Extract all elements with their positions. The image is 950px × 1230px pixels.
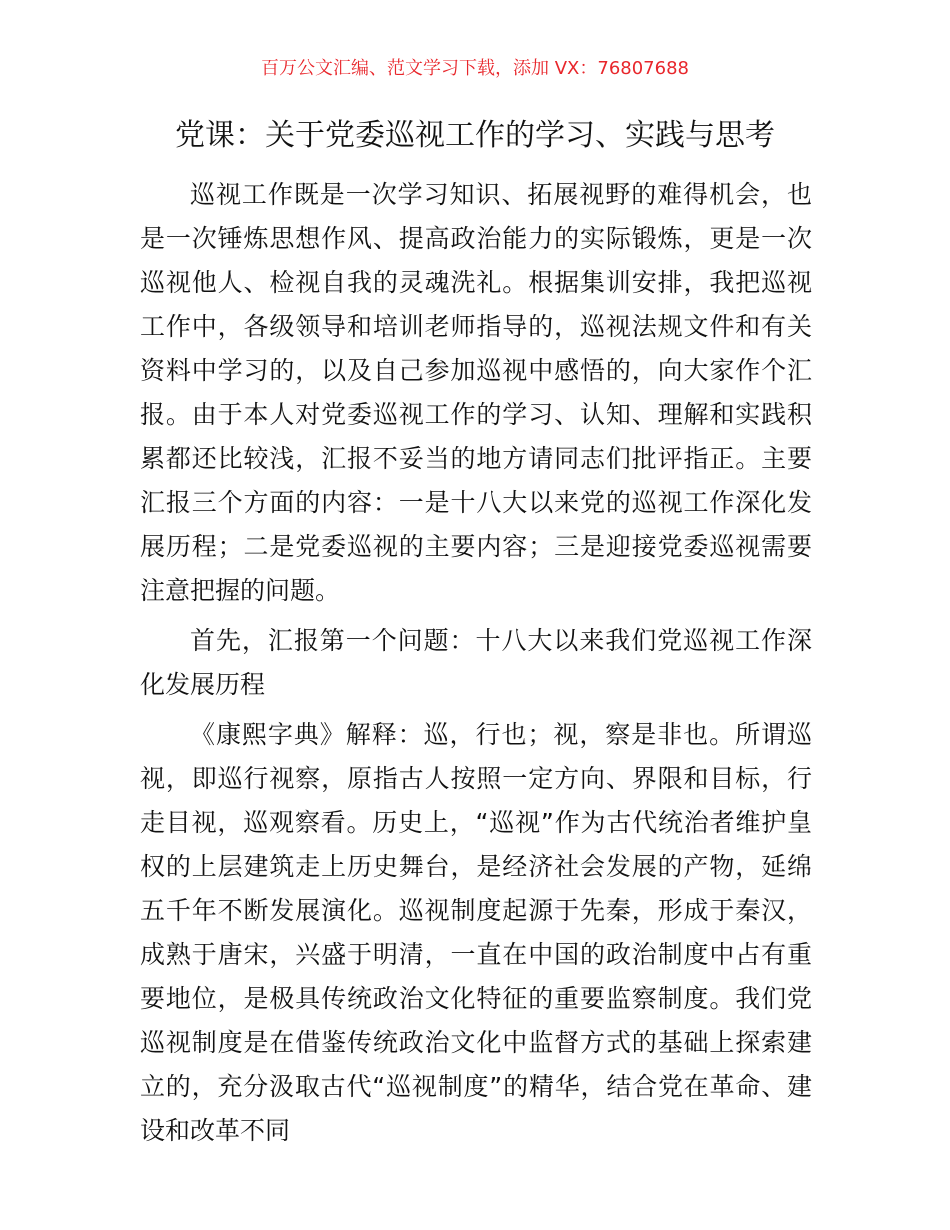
header-banner: 百万公文汇编、范文学习下载，添加 VX：76807688 bbox=[261, 58, 689, 79]
paragraph-history: 《康熙字典》解释：巡，行也；视，察是非也。所谓巡视，即巡行视察，原指古人按照一定方向、界限和目标，行走目视，巡观察看。历史上，“巡视”作为古代统治者维护皇权的上层建筑走上历史舞台，是经济社会发展的产物，延绵五千年不断发展演化。巡视制度起源于先秦，形成于秦汉，成熟于唐宋，兴盛于明清，一直在中国的政治制度中占有重要地位，是极具传统政治文化特征的重要监察制度。我们党巡视制度是在借鉴传统政治文化中监督方式的基础上探索建立的，充分汲取古代“巡视制度”的精华，结合党在革命、建设和改革不同 bbox=[140, 720, 812, 1145]
document-body bbox=[140, 173, 812, 1159]
paragraph-intro: 巡视工作既是一次学习知识、拓展视野的难得机会，也是一次锤炼思想作风、提高政治能力的实际锻炼，更是一次巡视他人、检视自我的灵魂洗礼。根据集训安排，我把巡视工作中，各级领导和培训老师指导的，巡视法规文件和有关资料中学习的，以及自己参加巡视中感悟的，向大家作个汇报。由于本人对党委巡视工作的学习、认知、理解和实践积累都还比较浅，汇报不妥当的地方请同志们批评指正。主要汇报三个方面的内容：一是十八大以来党的巡视工作深化发展历程；二是党委巡视的主要内容；三是迎接党委巡视需要注意把握的问题。 bbox=[140, 180, 812, 605]
paragraph-section-heading: 首先，汇报第一个问题：十八大以来我们党巡视工作深化发展历程 bbox=[140, 626, 812, 699]
document-title: 党课：关于党委巡视工作的学习、实践与思考 bbox=[175, 118, 775, 153]
